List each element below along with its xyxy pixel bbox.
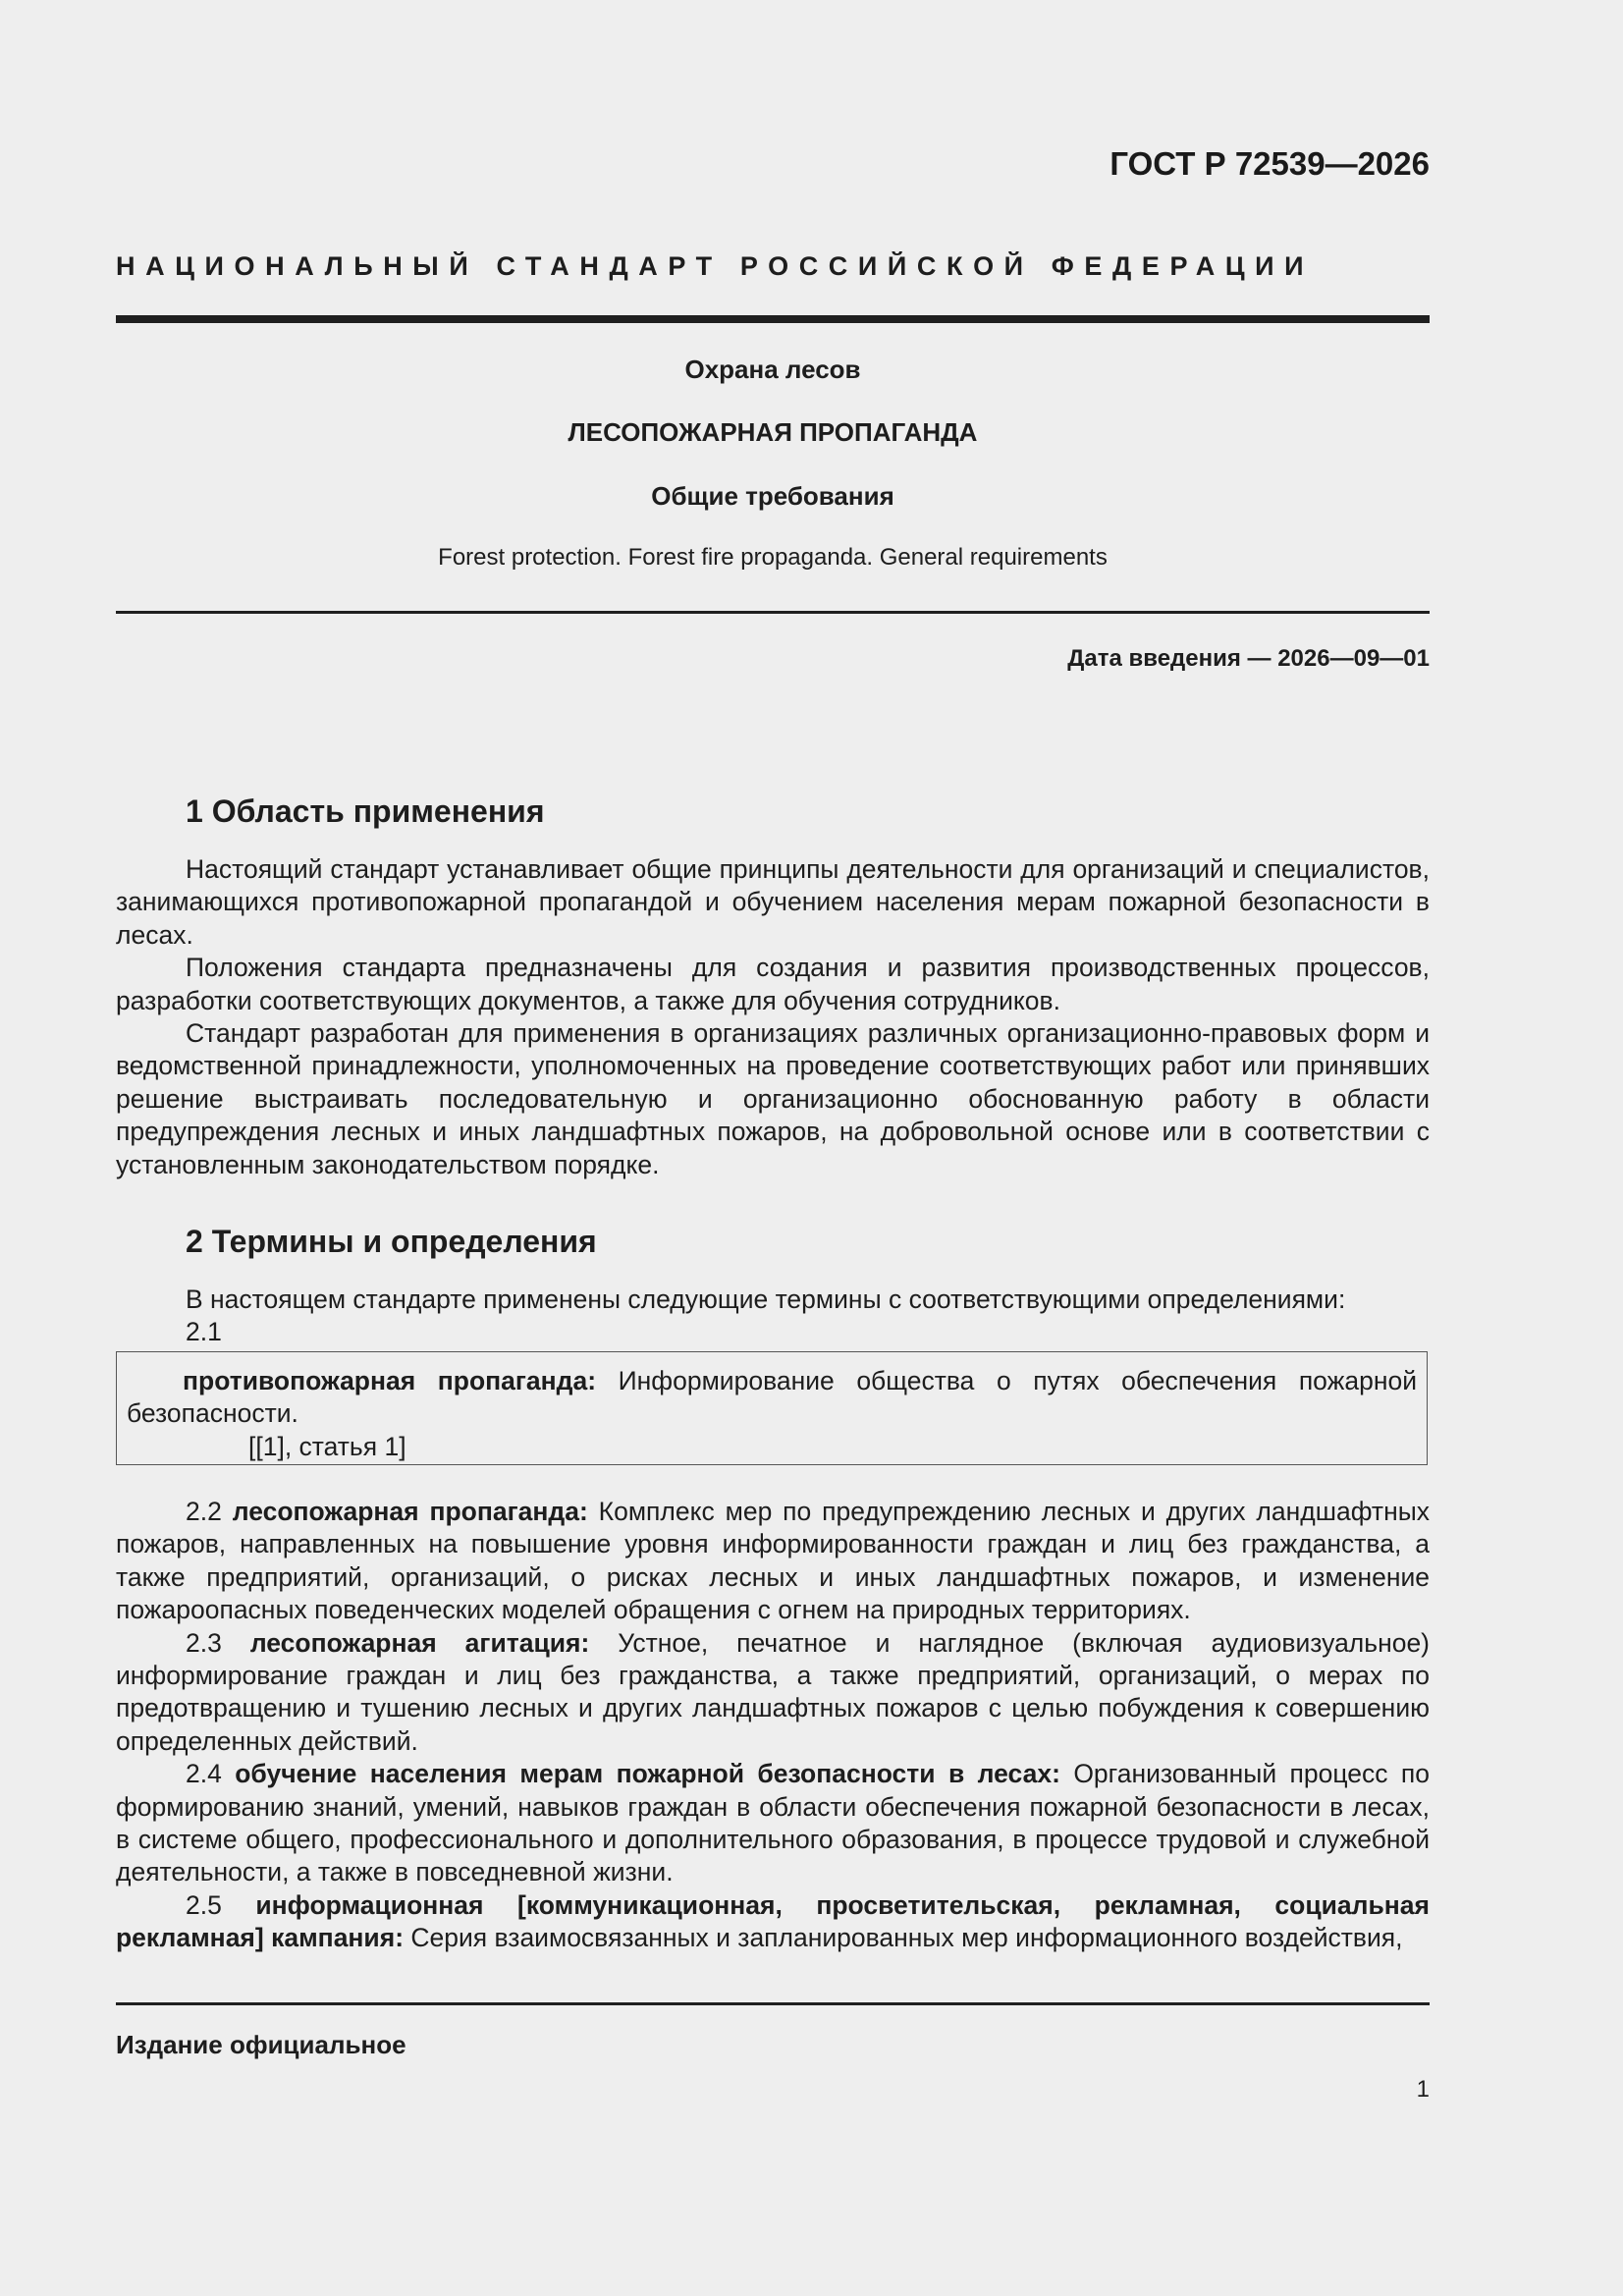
- term-number: 2.3: [186, 1627, 250, 1658]
- section-1-paragraph: Настоящий стандарт устанавливает общие принципы деятельности для организаций и специалистов, занимающихся противопожарной пропагандой и обучением населения мерам пожарной безопасности в лесах.: [116, 854, 1430, 950]
- introduction-date: Дата введения — 2026—09—01: [1067, 645, 1430, 672]
- term-number: 2.4: [186, 1759, 236, 1789]
- term-2-2: [116, 1496, 1430, 1627]
- term-definition: Серия взаимосвязанных и запланированных мер информационного воздействия,: [404, 1923, 1403, 1953]
- term-2-3: [116, 1627, 1430, 1759]
- term-2-5: [116, 1889, 1430, 1955]
- section-1-paragraph: Положения стандарта предназначены для создания и развития производственных процессов, разработки соответствующих документов, а также для обучения сотрудников.: [116, 953, 1430, 1015]
- term-2-1-source: [[1], статья 1]: [248, 1431, 406, 1461]
- footer-rule: [116, 2002, 1430, 2005]
- title-line-2: ЛЕСОПОЖАРНАЯ ПРОПАГАНДА: [568, 417, 978, 447]
- term-2-1-number: 2.1: [186, 1317, 222, 1347]
- term-2-4: [116, 1758, 1430, 1889]
- term-2-1-name: противопожарная пропаганда:: [183, 1366, 597, 1395]
- section-1-heading: 1 Область применения: [186, 793, 545, 829]
- edition-label: Издание официальное: [116, 2030, 406, 2059]
- term-name: лесопожарная пропаганда:: [232, 1497, 588, 1526]
- section-1-paragraph: Стандарт разработан для применения в организациях различных организационно-правовых форм и ведомственной принадлежности, уполномоченных на проведение соответствующих работ или принявших решение выстраивать последовательную и организационно обоснованную работу в области предупреждения лесных и иных ландшафтных пожаров, на добровольной основе или в соответствии с установленным законодательством порядке.: [116, 1018, 1430, 1179]
- section-2-intro: [116, 1284, 1430, 1349]
- term-name: обучение населения мерам пожарной безопасности в лесах:: [235, 1759, 1060, 1789]
- term-definition: Комплекс мер по предупреждению лесных и других ландшафтных пожаров, направленных на повышение уровня информированности граждан и лиц без гражданства, а также предприятий, организаций, о рисках лесных и иных ландшафтных пожаров, и изменение пожароопасных поведенческих моделей обращения с огнем на природных территориях.: [116, 1497, 1431, 1625]
- standard-code: ГОСТ Р 72539—2026: [1109, 145, 1430, 182]
- section-2-heading: 2 Термины и определения: [186, 1224, 597, 1259]
- term-name: информационная [коммуникационная, просветительская, рекламная, социальная рекламная] кампания:: [116, 1889, 1430, 1953]
- title-rule: [116, 611, 1430, 614]
- title-line-3: Общие требования: [651, 481, 894, 511]
- term-2-1-text: [127, 1365, 1417, 1431]
- page-number: 1: [1416, 2076, 1430, 2103]
- term-definition: Организованный процесс по формированию знаний, умений, навыков граждан в области обеспечения пожарной безопасности в лесах, в системе общего, профессионального и дополнительного образования, в процессе трудовой и служебной деятельности, а также в повседневной жизни.: [116, 1759, 1430, 1887]
- section-1-body: [116, 853, 1430, 1181]
- term-name: лесопожарная агитация:: [249, 1627, 590, 1658]
- term-2-1-definition: Информирование общества о путях обеспечения пожарной безопасности.: [127, 1366, 1417, 1429]
- section-2-intro-text: В настоящем стандарте применены следующие термины с соответствующими определениями:: [186, 1285, 1346, 1314]
- header-rule: [116, 315, 1430, 323]
- terms-list: [116, 1496, 1430, 1955]
- term-definition: Устное, печатное и наглядное (включая аудиовизуальное) информирование граждан и лиц без гражданства, а также предприятий, организаций, о мерах по предотвращению и тушению лесных и других ландшафтных пожаров с целью побуждения к совершению определенных действий.: [116, 1627, 1431, 1756]
- term-number: 2.5: [186, 1889, 256, 1920]
- term-2-1-box: [116, 1351, 1428, 1465]
- term-number: 2.2: [186, 1497, 233, 1526]
- english-title: Forest protection. Forest fire propaganda. General requirements: [438, 544, 1108, 571]
- title-line-1: Охрана лесов: [684, 355, 861, 384]
- national-standard-banner: НАЦИОНАЛЬНЫЙ СТАНДАРТ РОССИЙСКОЙ ФЕДЕРАЦИИ: [116, 251, 1315, 281]
